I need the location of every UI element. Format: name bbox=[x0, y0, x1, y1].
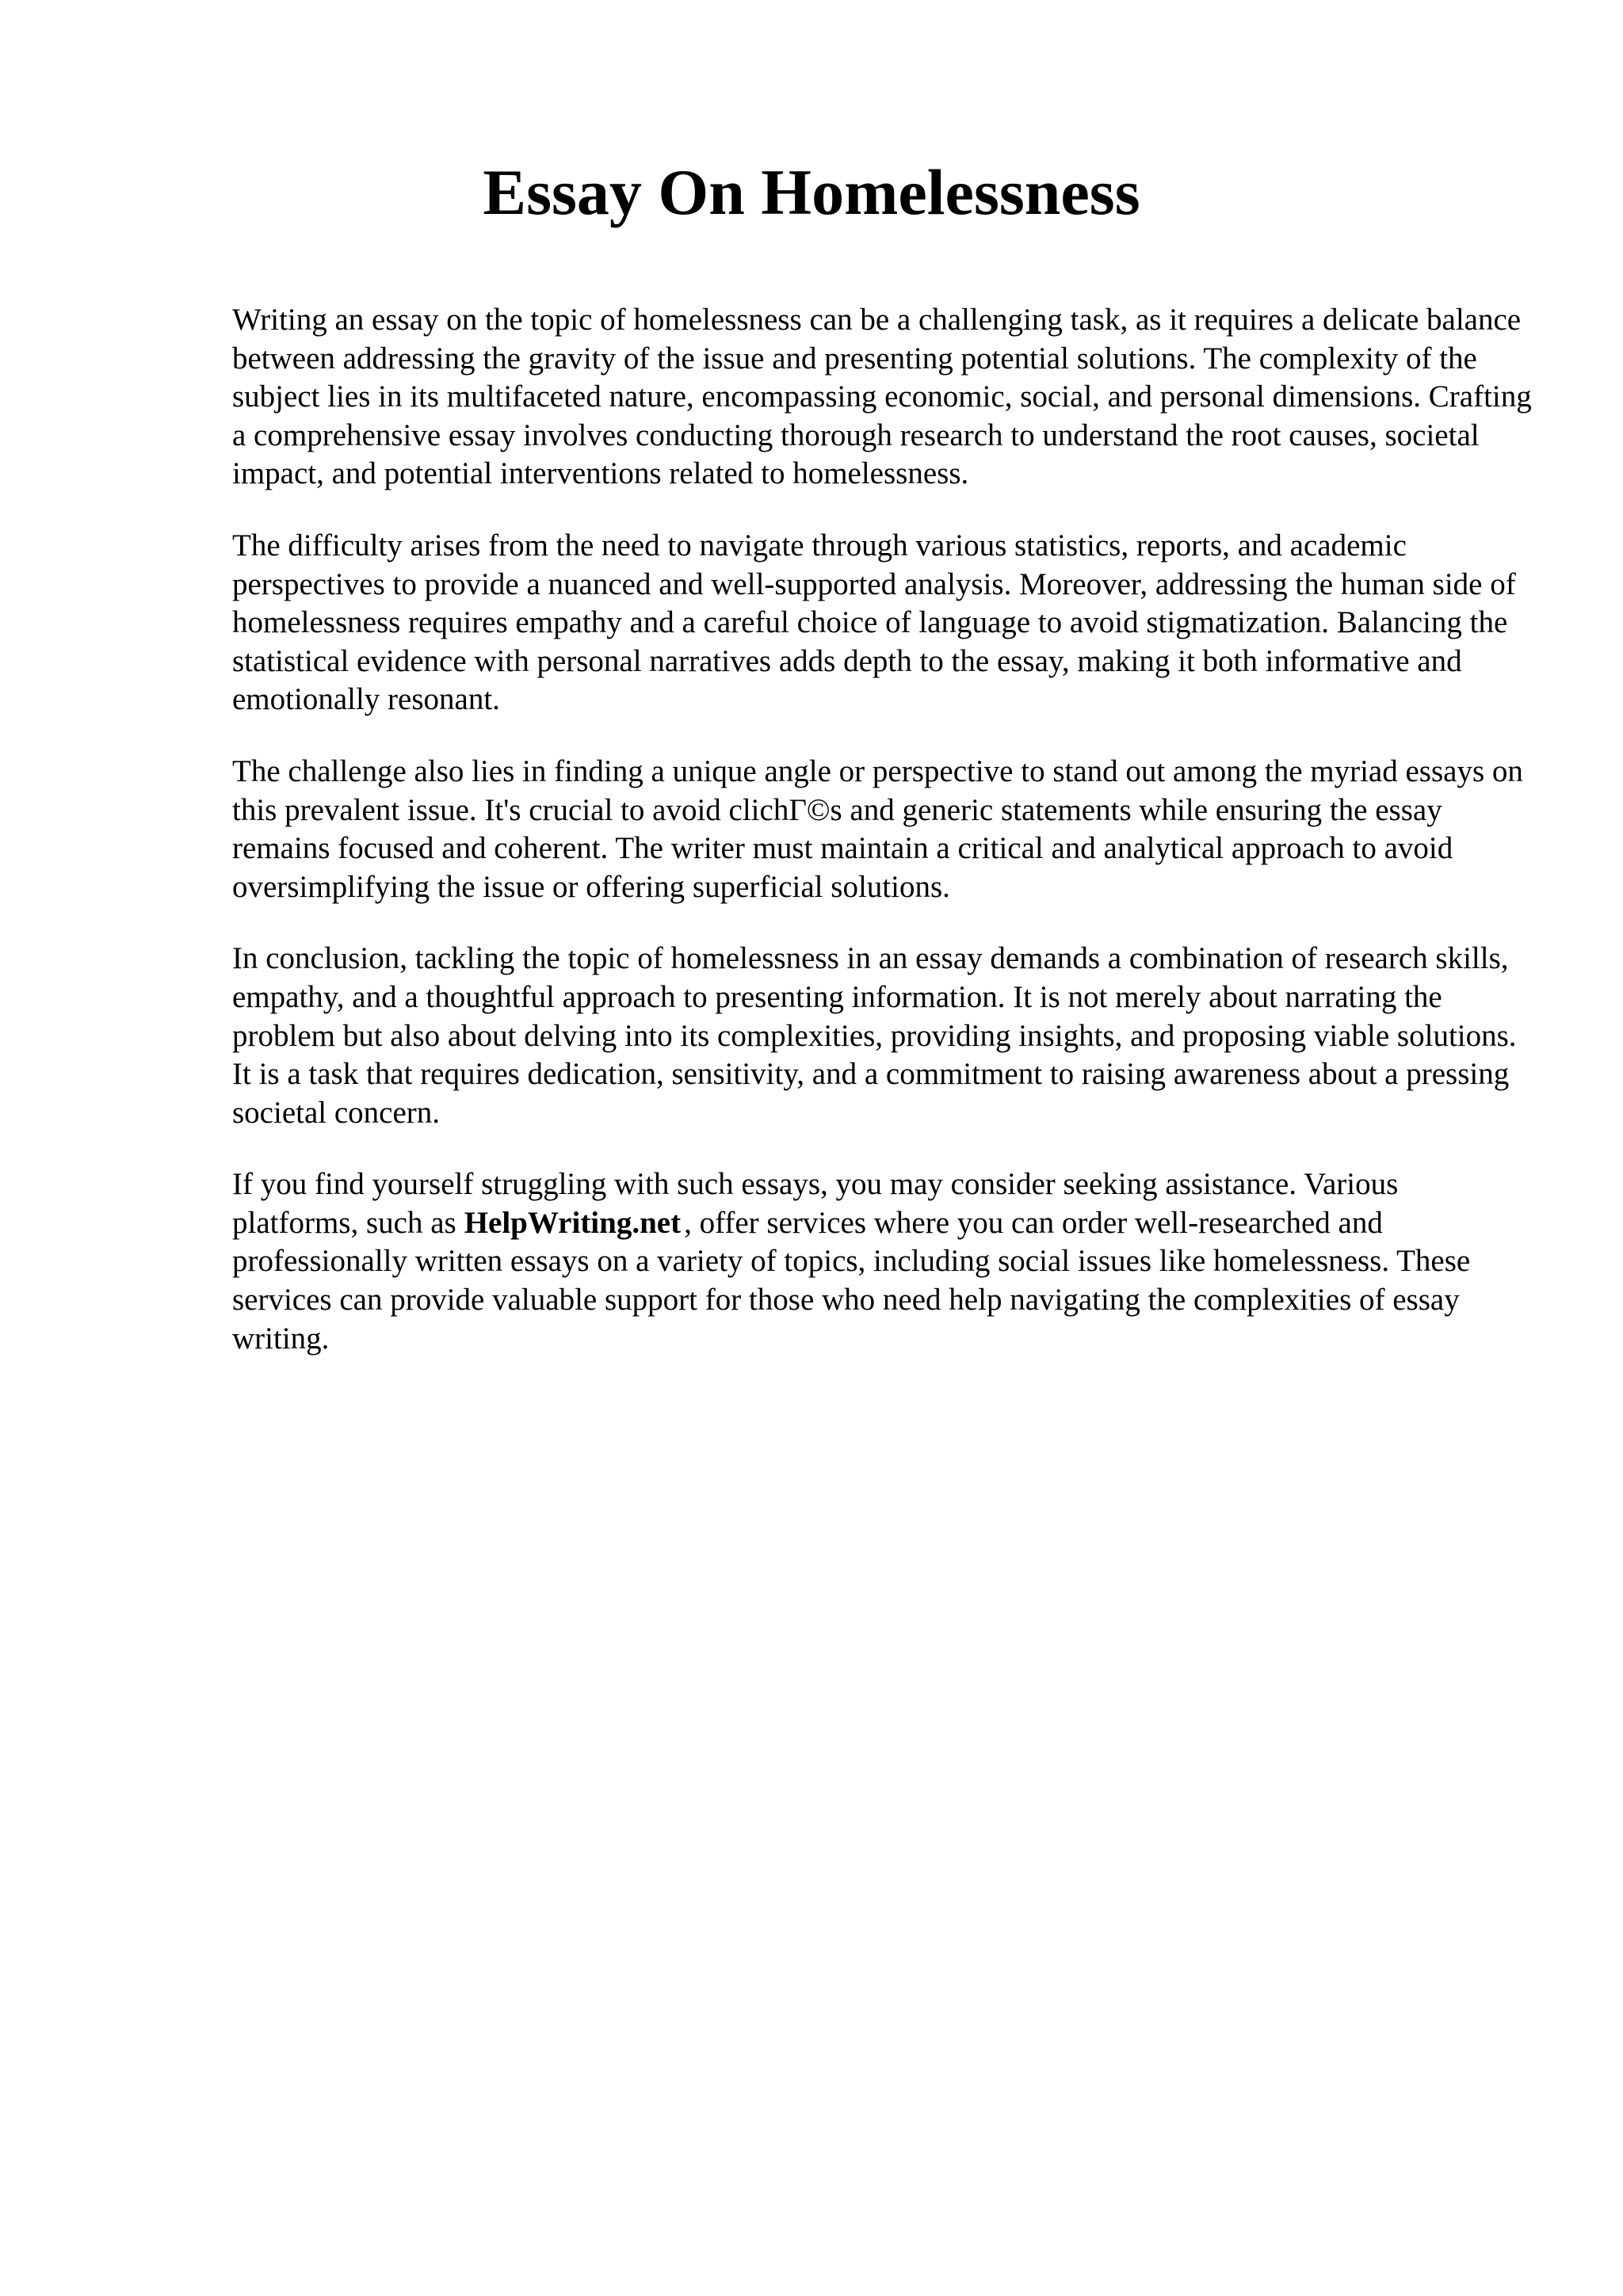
document-title: Essay On Homelessness bbox=[483, 156, 1140, 228]
paragraph-4: In conclusion, tackling the topic of homelessness in an essay demands a combination of research skills, empathy, and a thoughtful approach to presenting information. It is not merely about narrating the problem but also about delving into its complexities, providing insights, and proposing viable solutions. It is a task that requires dedication, sensitivity, and a commitment to raising awareness about a pressing societal concern. bbox=[232, 941, 1517, 1130]
paragraph-1: Writing an essay on the topic of homelessness can be a challenging task, as it requires a delicate balance between addressing the gravity of the issue and presenting potential solutions. The complexity of the subject lies in its multifaceted nature, encompassing economic, social, and personal dimensions. Crafting a comprehensive essay involves conducting thorough research to understand the root causes, societal impact, and potential interventions related to homelessness. bbox=[232, 303, 1532, 491]
paragraph-5-rest: , offer services where you can order well-researched and professionally written essays on a variety of topics, including social issues like homelessness. These services can provide valuable support for those who need help navigating the complexities of essay writing. bbox=[232, 1205, 1471, 1356]
paragraph-2: The difficulty arises from the need to navigate through various statistics, reports, and academic perspectives to provide a nuanced and well-supported analysis. Moreover, addressing the human side of homelessness requires empathy and a careful choice of language to avoid stigmatization. Balancing the statistical evidence with personal narratives adds depth to the essay, making it both informative and emotionally resonant. bbox=[232, 528, 1516, 717]
helpwriting-link[interactable]: HelpWriting.net bbox=[464, 1205, 682, 1240]
document-body bbox=[232, 301, 1532, 1391]
paragraph-5 bbox=[232, 1165, 1532, 1358]
paragraph-5-intro: If you find yourself struggling with such essays, you may consider seeking assistance. Various platforms, such as bbox=[232, 1167, 1399, 1240]
paragraph-3: The challenge also lies in finding a unique angle or perspective to stand out among the myriad essays on this prevalent issue. It's crucial to avoid clichΓ©s and generic statements while ensuring the essay remains focused and coherent. The writer must maintain a critical and analytical approach to avoid oversimplifying the issue or offering superficial solutions. bbox=[232, 753, 1523, 904]
